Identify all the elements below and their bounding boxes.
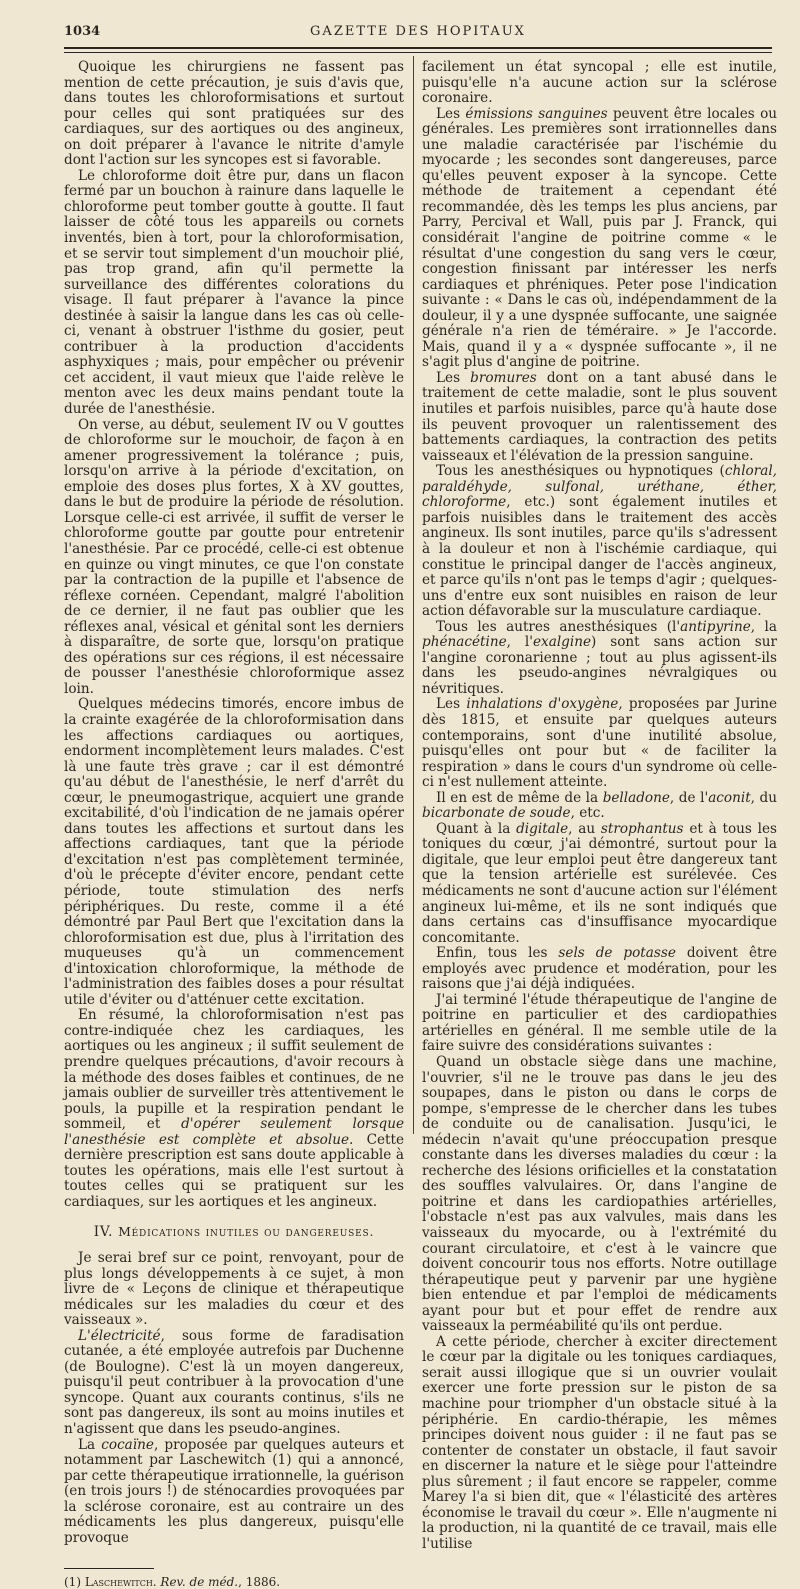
paragraph: Il en est de même de la belladone, de l'aconit, du bicarbonate de soude, etc. xyxy=(422,789,777,822)
paragraph: La cocaïne, proposée par quelques auteurs et notamment par Laschewitch (1) qui a annoncé, par cette thérapeutique irrationnelle, la guérison (en trois jours !) de sténocardies provoquées par la sclérose coronaire, est au contraire un des médicaments les plus dangereux, puisqu'elle provoque xyxy=(64,1436,404,1546)
column-divider xyxy=(413,56,414,1134)
section-heading xyxy=(64,1224,404,1241)
right-column xyxy=(422,59,778,1552)
paragraph: A cette période, chercher à exciter directement le cœur par la digitale ou les toniques cardiaques, serait aussi illogique que si un ouvrier voulait exercer une forte pression sur le piston de sa machine pour triompher d'un obstacle situé à la périphérie. En cardio-thérapie, les mêmes principes doivent nous guider : il ne faut pas se contenter de constater un obstacle, il faut savoir en discerner la nature et le siège pour l'atteindre plus sûrement ; il faut encore se rappeler, comme Marey l'a si bien dit, que « l'élasticité des artères économise le travail du cœur ». Elle n'augmente ni la production, ni la quantité de ce travail, mais elle l'utilise xyxy=(422,1333,777,1552)
paragraph: On verse, au début, seulement IV ou V gouttes de chloroforme sur le mouchoir, de façon à en amener progressivement la tolérance ; puis, lorsqu'on arrive à la période d'excitation, on emploie des doses plus fortes, X à XV gouttes, dans le but de produire la période de résolution. Lorsque celle-ci est arrivée, il suffit de verser le chloroforme goutte par goutte pour entretenir l'anesthésie. Par ce procédé, celle-ci est obtenue en quinze ou vingt minutes, ce que l'on constate par la contraction de la pupille et l'absence de réflexe cornéen. Cependant, malgré l'abolition de ce dernier, il ne faut pas oublier que les réflexes anal, vésical et génital sont les derniers à disparaître, de sorte que, lorsqu'on pratique des opérations sur ces régions, il est nécessaire de pousser l'anesthésie chloroformique assez loin. xyxy=(64,416,404,697)
paragraph: L'électricité, sous forme de faradisation cutanée, a été employée autrefois par Duchenne (de Boulogne). C'est là un moyen dangereux, puisqu'il peut contribuer à la provocation d'une syncope. Quant aux courants continus, s'ils ne sont pas dangereux, ils sont au moins inutiles et n'agissent que dans les pseudo-angines. xyxy=(64,1327,404,1438)
page-header xyxy=(64,14,772,44)
footnote: (1) Laschewitch. Rev. de méd., 1886. xyxy=(64,1575,281,1589)
paragraph: Je serai bref sur ce point, renvoyant, pour de plus longs développements à ce sujet, à mon livre de « Leçons de clinique et thérapeutique médicales sur les maladies du cœur et des vaisseaux ». xyxy=(64,1250,404,1329)
running-title: GAZETTE DES HOPITAUX xyxy=(310,24,526,39)
paragraph: facilement un état syncopal ; elle est inutile, puisqu'elle n'a aucune action sur la sclérose coronaire. xyxy=(422,59,777,107)
paragraph: Tous les anesthésiques ou hypnotiques (chloral, paraldéhyde, sulfonal, uréthane, éther, chloroforme, etc.) sont également inutiles et parfois nuisibles dans le traitement des accès angineux. Ils sont inutiles, parce qu'ils s'adressent à la douleur et non à l'ischémie cardiaque, qui constitue le principal danger de l'accès angineux, et parce qu'ils n'ont pas le temps d'agir ; quelques-uns d'entre eux sont nuisibles en raison de leur action défavorable sur la musculature cardiaque. xyxy=(422,463,777,620)
left-column xyxy=(64,59,404,1589)
paragraph: Quoique les chirurgiens ne fassent pas mention de cette précaution, je suis d'avis que, dans toutes les chloroformisations et surtout pour celles qui sont pratiquées sur des cardiaques, sur des aortiques ou des angineux, on doit préparer à l'avance le nitrite d'amyle dont l'action sur les syncopes est si favorable. xyxy=(64,59,404,169)
paragraph: Les émissions sanguines peuvent être locales ou générales. Les premières sont irrationnelles dans une maladie caractérisée par l'ischémie du myocarde ; les secondes sont dangereuses, parce qu'elles peuvent exposer à la syncope. Cette méthode de traitement a cependant été recommandée, dès les temps les plus anciens, par Parry, Percival et Wall, puis par J. Franck, qui considérait l'angine de poitrine comme « le résultat d'une congestion du sang vers le cœur, congestion finissant par intéresser les nerfs cardiaques et phréniques. Peter pose l'indication suivante : « Dans le cas où, indépendamment de la douleur, il y a une dyspnée suffocante, une saignée générale n'a rien de téméraire. » Je l'accorde. Mais, quand il y a « dyspnée suffocante », il ne s'agit plus d'angine de poitrine. xyxy=(422,105,778,371)
paragraph: Quant à la digitale, au strophantus et à tous les toniques du cœur, j'ai démontré, surtout pour la digitale, que leur emploi peut être dangereux tant que la tension artérielle est surélevée. Ces médicaments ne sont d'aucune action sur l'élément angineux lui-même, et ils ne sont indiqués que dans certains cas d'insuffisance myocardique concomitante. xyxy=(422,820,777,946)
page-number: 1034 xyxy=(64,24,101,39)
paragraph: Le chloroforme doit être pur, dans un flacon fermé par un bouchon à rainure dans laquelle le chloroforme peut tomber goutte à goutte. Il faut laisser de côté tous les appareils ou cornets inventés, bien à tort, pour la chloroformisation, et se servir tout simplement d'un mouchoir plié, pas trop grand, afin qu'il permette la surveillance des différentes colorations du visage. Il faut préparer à l'avance la pince destinée à saisir la langue dans les cas où celle-ci, venant à obstruer l'isthme du gosier, peut contribuer à la production d'accidents asphyxiques ; mais, pour empêcher ou prévenir cet accident, il vaut mieux que l'aide relève le menton avec les deux mains pendant toute la durée de l'anesthésie. xyxy=(64,167,404,418)
section-title: Médications inutiles ou dangereuses. xyxy=(118,1224,375,1240)
header-rule xyxy=(64,47,772,53)
footnote-rule xyxy=(64,1568,154,1569)
paragraph: J'ai terminé l'étude thérapeutique de l'angine de poitrine en particulier et des cardiopathies artérielles en général. Il me semble utile de la faire suivre des considérations suivantes : xyxy=(422,991,777,1055)
paragraph: Enfin, tous les sels de potasse doivent être employés avec prudence et modération, pour les raisons que j'ai déjà indiquées. xyxy=(422,945,778,993)
paragraph: En résumé, la chloroformisation n'est pas contre-indiquée chez les cardiaques, les aortiques ou les angineux ; il suffit seulement de prendre quelques précautions, d'avoir recours à la méthode des doses faibles et continues, de ne jamais oublier de surveiller très attentivement le pouls, la pupille et la respiration pendant le sommeil, et d'opérer seulement lorsque l'anesthésie est complète et absolue. Cette dernière prescription est sans doute applicable à toutes les opérations, mais elle l'est surtout à toutes celles qui se pratiquent sur les cardiaques, sur les aortiques et les angineux. xyxy=(64,1007,404,1210)
section-numeral: IV. xyxy=(93,1224,114,1241)
paragraph: Tous les autres anesthésiques (l'antipyrine, la phénacétine, l'exalgine) sont sans action sur l'angine coronarienne ; tout au plus agissent-ils dans les pseudo-angines névralgiques ou névritiques. xyxy=(422,618,777,697)
paragraph: Les bromures dont on a tant abusé dans le traitement de cette maladie, sont le plus souvent inutiles et parfois nuisibles, parce qu'à haute dose ils peuvent provoquer un ralentissement des battements cardiaques, la contraction des petits vaisseaux et l'élévation de la pression sanguine. xyxy=(422,369,777,464)
paragraph: Quelques médecins timorés, encore imbus de la crainte exagérée de la chloroformisation dans les affections cardiaques ou aortiques, endorment incomplètement leurs malades. C'est là une faute très grave ; car il est démontré qu'au début de l'anesthésie, le nerf d'arrêt du cœur, le pneumogastrique, acquiert une grande excitabilité, d'où l'indication de ne jamais opérer dans toutes les affections et surtout dans les affections cardiaques, tant que la période d'excitation n'est pas complètement terminée, d'où le précepte d'éviter encore, pendant cette période, toute stimulation des nerfs périphériques. Du reste, comme il a été démontré par Paul Bert que l'excitation dans la chloroformisation est due, plus à l'irritation des muqueuses qu'à un commencement d'intoxication chloroformique, la méthode de l'administration des faibles doses a pour résultat utile d'éviter ou d'atténuer cette excitation. xyxy=(64,696,404,1008)
paragraph: Quand un obstacle siège dans une machine, l'ouvrier, s'il ne le trouve pas dans le jeu des soupapes, dans le piston ou dans le corps de pompe, s'empresse de le chercher dans les tubes de conduite ou de canalisation. Jusqu'ici, le médecin n'avait qu'une préoccupation presque constante dans les diverses maladies du cœur : la recherche des lésions orificielles et la constatation des souffles valvulaires. Or, dans l'angine de poitrine et dans les cardiopathies artérielles, l'obstacle n'est pas aux valvules, mais dans les vaisseaux du myocarde, ou à l'extrémité du courant circulatoire, et c'est à le vaincre que doivent concourir tous nos efforts. Notre outillage thérapeutique peut y parvenir par une hygiène bien entendue et par l'emploi de médicaments ayant pour but et pour effet de rendre aux vaisseaux la perméabilité qu'ils ont perdue. xyxy=(422,1054,777,1335)
paragraph: Les inhalations d'oxygène, proposées par Jurine dès 1815, et ensuite par quelques auteurs contemporains, sont d'une inutilité absolue, puisqu'elles ont pour but « de faciliter la respiration » dans le cours d'un syndrome où celle-ci n'est nullement atteinte. xyxy=(422,696,777,791)
